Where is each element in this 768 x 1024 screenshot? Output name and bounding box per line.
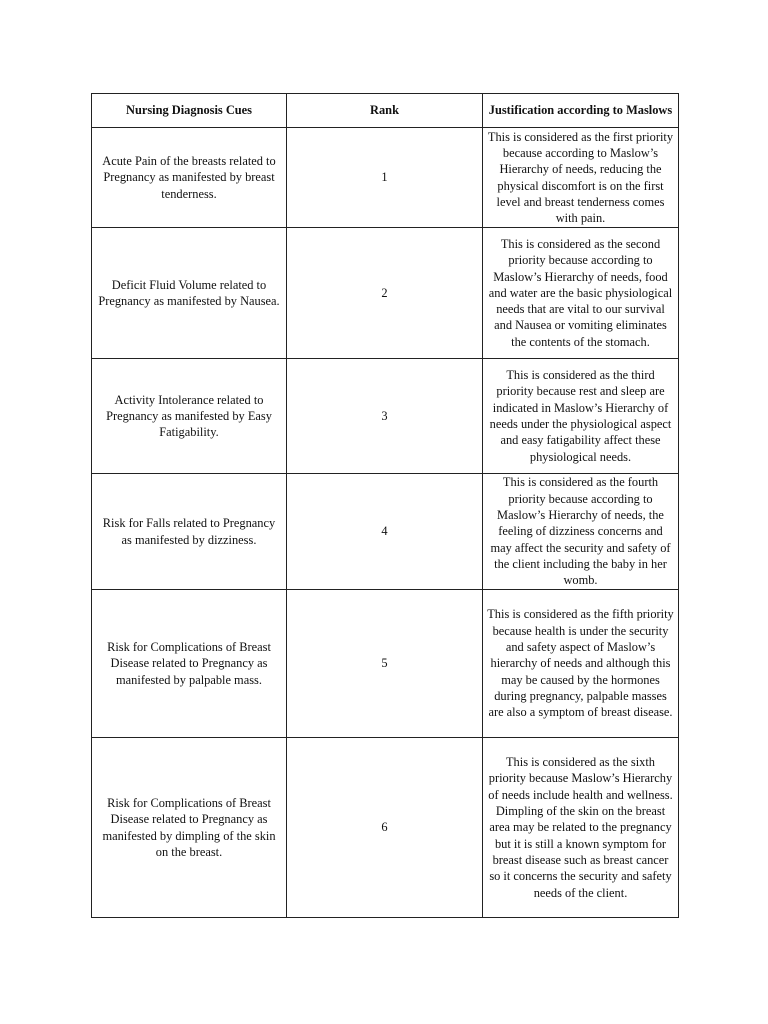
- header-nursing-diagnosis-cues: Nursing Diagnosis Cues: [92, 94, 287, 128]
- table-body: [92, 128, 679, 918]
- table-row: [92, 474, 679, 590]
- header-rank: Rank: [287, 94, 483, 128]
- table-row: [92, 359, 679, 474]
- rank-cell: 1: [287, 128, 483, 228]
- justification-cell: This is considered as the fourth priority because according to Maslow’s Hierarchy of needs, the feeling of dizziness concerns and may affect the security and safety of the client including the baby in her womb.: [483, 474, 679, 590]
- diagnosis-cell: Risk for Falls related to Pregnancy as manifested by dizziness.: [92, 474, 287, 590]
- justification-cell: This is considered as the fifth priority because health is under the security and safety aspect of Maslow’s hierarchy of needs and although this may be caused by the hormones during pregnancy, palpable masses are also a symptom of breast disease.: [483, 590, 679, 738]
- diagnosis-cell: Deficit Fluid Volume related to Pregnancy as manifested by Nausea.: [92, 228, 287, 359]
- justification-cell: This is considered as the sixth priority because Maslow’s Hierarchy of needs include health and wellness. Dimpling of the skin on the breast area may be related to the pregnancy but it is still a known symptom for breast disease such as breast cancer so it concerns the security and safety needs of the client.: [483, 738, 679, 918]
- diagnosis-cell: Acute Pain of the breasts related to Pregnancy as manifested by breast tenderness.: [92, 128, 287, 228]
- diagnosis-cell: Risk for Complications of Breast Disease related to Pregnancy as manifested by dimpling of the skin on the breast.: [92, 738, 287, 918]
- table-row: [92, 128, 679, 228]
- header-justification: Justification according to Maslows: [483, 94, 679, 128]
- diagnosis-cell: Risk for Complications of Breast Disease related to Pregnancy as manifested by palpable mass.: [92, 590, 287, 738]
- justification-cell: This is considered as the third priority because rest and sleep are indicated in Maslow’s Hierarchy of needs under the physiological aspect and easy fatigability affect these physiological needs.: [483, 359, 679, 474]
- justification-cell: This is considered as the second priority because according to Maslow’s Hierarchy of needs, food and water are the basic physiological needs that are vital to our survival and Nausea or vomiting eliminates the contents of the stomach.: [483, 228, 679, 359]
- header-row: [92, 94, 679, 128]
- justification-cell: This is considered as the first priority because according to Maslow’s Hierarchy of needs, reducing the physical discomfort is on the first level and breast tenderness comes with pain.: [483, 128, 679, 228]
- rank-cell: 3: [287, 359, 483, 474]
- table-row: [92, 590, 679, 738]
- rank-cell: 6: [287, 738, 483, 918]
- table-row: [92, 228, 679, 359]
- nursing-diagnosis-table: [91, 93, 679, 918]
- rank-cell: 2: [287, 228, 483, 359]
- rank-cell: 4: [287, 474, 483, 590]
- rank-cell: 5: [287, 590, 483, 738]
- table-row: [92, 738, 679, 918]
- diagnosis-cell: Activity Intolerance related to Pregnancy as manifested by Easy Fatigability.: [92, 359, 287, 474]
- table-header: [92, 94, 679, 128]
